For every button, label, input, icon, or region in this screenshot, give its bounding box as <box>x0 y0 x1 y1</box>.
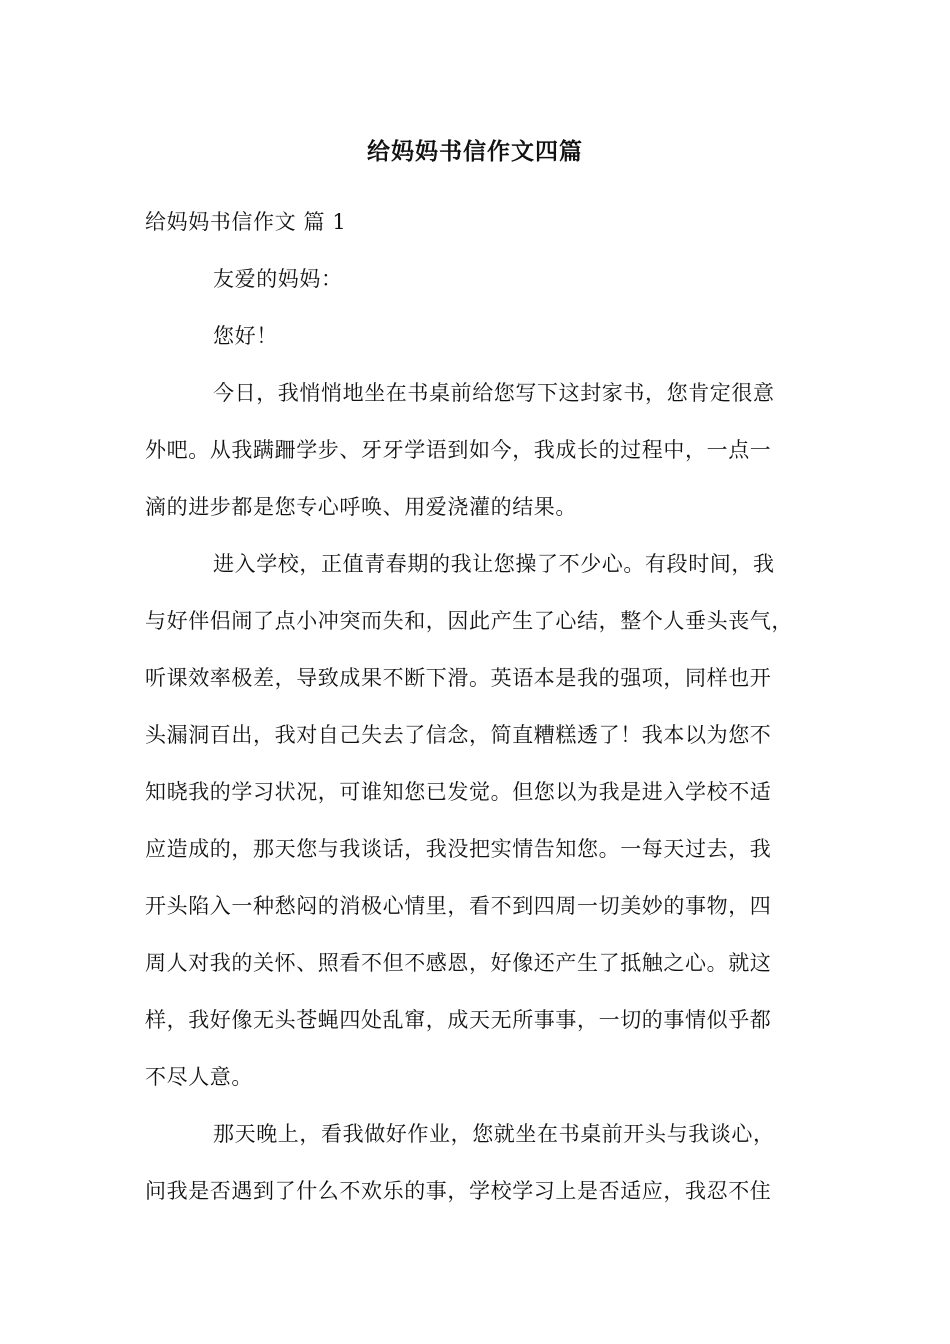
paragraph-line: 那天晚上，看我做好作业，您就坐在书桌前开头与我谈心， <box>213 1122 775 1146</box>
document-title: 给妈妈书信作文四篇 <box>367 138 583 165</box>
paragraph-line: 应造成的，那天您与我谈话，我没把实情告知您。一每天过去，我 <box>145 837 772 861</box>
letter-greeting: 您好！ <box>213 324 278 348</box>
paragraph-line: 与好伴侣闹了点小冲突而失和，因此产生了心结，整个人垂头丧气， <box>145 609 793 633</box>
section-heading: 给妈妈书信作文 篇 1 <box>145 210 347 234</box>
paragraph-line: 滴的进步都是您专心呼唤、用爱浇灌的结果。 <box>145 495 577 519</box>
paragraph-line: 头漏洞百出，我对自己失去了信念，简直糟糕透了！我本以为您不 <box>145 723 772 747</box>
paragraph-line: 开头陷入一种愁闷的消极心情里，看不到四周一切美妙的事物，四 <box>145 894 772 918</box>
paragraph-line: 进入学校，正值青春期的我让您操了不少心。有段时间，我 <box>213 552 775 576</box>
paragraph-line: 问我是否遇到了什么不欢乐的事，学校学习上是否适应，我忍不住 <box>145 1179 772 1203</box>
paragraph-line: 周人对我的关怀、照看不但不感恩，好像还产生了抵触之心。就这 <box>145 951 772 975</box>
letter-salutation: 友爱的妈妈： <box>213 267 343 291</box>
paragraph-line: 样，我好像无头苍蝇四处乱窜，成天无所事事，一切的事情似乎都 <box>145 1008 772 1032</box>
paragraph-line: 外吧。从我蹒跚学步、牙牙学语到如今，我成长的过程中，一点一 <box>145 438 772 462</box>
paragraph-line: 听课效率极差，导致成果不断下滑。英语本是我的强项，同样也开 <box>145 666 772 690</box>
paragraph-line: 不尽人意。 <box>145 1065 253 1089</box>
paragraph-line: 知晓我的学习状况，可谁知您已发觉。但您以为我是进入学校不适 <box>145 780 772 804</box>
paragraph-line: 今日，我悄悄地坐在书桌前给您写下这封家书，您肯定很意 <box>213 381 775 405</box>
